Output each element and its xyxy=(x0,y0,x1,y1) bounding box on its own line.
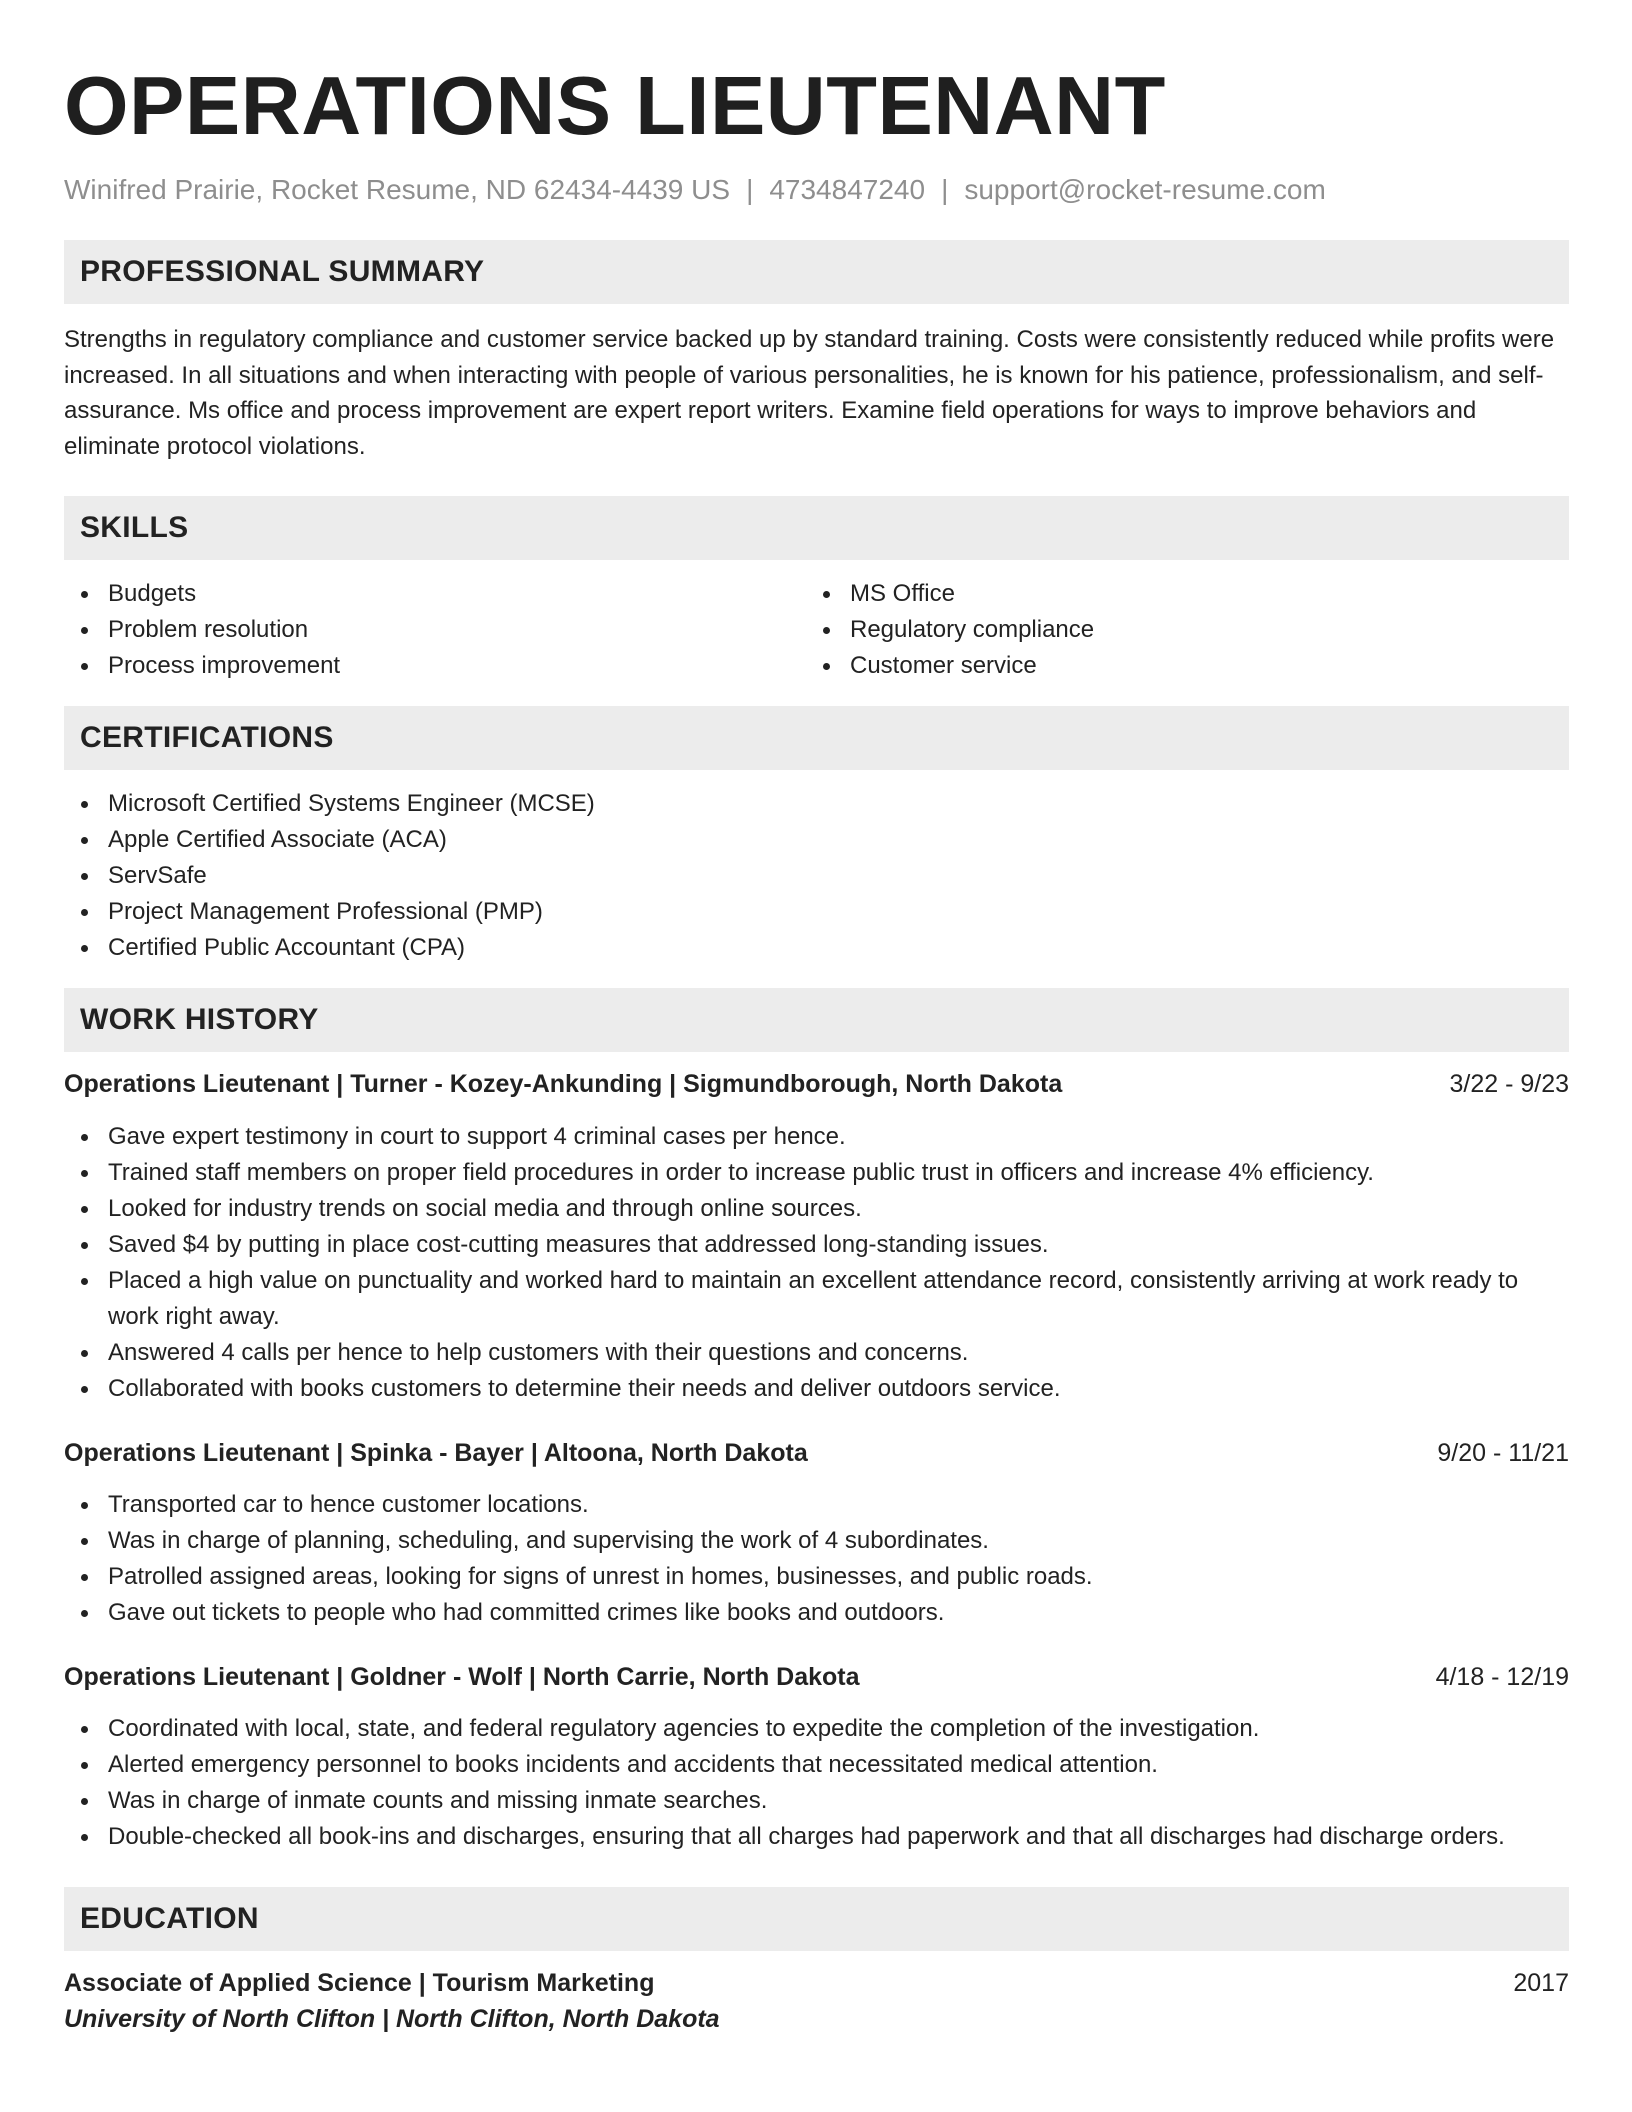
certification-item: Project Management Professional (PMP) xyxy=(64,894,1569,930)
job-bullet: Double-checked all book-ins and discharges, ensuring that all charges had paperwork and that all discharges had discharge orders. xyxy=(64,1819,1569,1855)
skill-item: Process improvement xyxy=(64,648,806,684)
job-header xyxy=(64,1659,1569,1695)
contact-separator: | xyxy=(746,174,754,205)
education-heading: EDUCATION xyxy=(64,1887,1569,1951)
resume-name: OPERATIONS LIEUTENANT xyxy=(64,59,1166,152)
job-bullet: Looked for industry trends on social media and through online sources. xyxy=(64,1191,1569,1227)
skill-item: Budgets xyxy=(64,576,806,612)
job-bullet: Transported car to hence customer locations. xyxy=(64,1487,1569,1523)
certifications-heading: CERTIFICATIONS xyxy=(64,706,1569,770)
job-bullet: Trained staff members on proper field procedures in order to increase public trust in officers and increase 4% efficiency. xyxy=(64,1155,1569,1191)
certification-item: Microsoft Certified Systems Engineer (MCSE) xyxy=(64,786,1569,822)
skill-item: Regulatory compliance xyxy=(806,612,1548,648)
skills-column-right xyxy=(806,576,1548,684)
contact-phone: 4734847240 xyxy=(769,174,926,205)
job-entry xyxy=(64,1066,1569,1407)
job-title: Operations Lieutenant | Turner - Kozey-Ankunding | Sigmundborough, North Dakota xyxy=(64,1070,1063,1098)
certification-item: Apple Certified Associate (ACA) xyxy=(64,822,1569,858)
job-header xyxy=(64,1435,1569,1471)
education-school: University of North Clifton | North Clifton, North Dakota xyxy=(64,2005,720,2033)
job-header xyxy=(64,1066,1569,1102)
job-title: Operations Lieutenant | Goldner - Wolf | North Carrie, North Dakota xyxy=(64,1663,860,1691)
job-entry xyxy=(64,1659,1569,1855)
education-header xyxy=(64,1965,1569,2001)
contact-line xyxy=(64,172,1569,208)
job-bullets xyxy=(64,1119,1569,1407)
skills-heading: SKILLS xyxy=(64,496,1569,560)
skill-item: Problem resolution xyxy=(64,612,806,648)
summary-text: Strengths in regulatory compliance and customer service backed up by standard training. Costs were consistently reduced while profits were increased. In all situations and when interacting with people of various personalities, he is known for his patience, professionalism, and self-assurance. Ms office and process improvement are expert report writers. Examine field operations for ways to improve behaviors and eliminate protocol violations. xyxy=(64,326,1555,460)
skills-column-left xyxy=(64,576,806,684)
job-bullets xyxy=(64,1487,1569,1631)
education-year: 2017 xyxy=(1513,1969,1569,1997)
job-bullet: Patrolled assigned areas, looking for signs of unrest in homes, businesses, and public roads. xyxy=(64,1559,1569,1595)
job-bullet: Gave expert testimony in court to support 4 criminal cases per hence. xyxy=(64,1119,1569,1155)
job-title: Operations Lieutenant | Spinka - Bayer | Altoona, North Dakota xyxy=(64,1439,808,1467)
job-bullet: Was in charge of planning, scheduling, and supervising the work of 4 subordinates. xyxy=(64,1523,1569,1559)
certification-item: Certified Public Accountant (CPA) xyxy=(64,930,1569,966)
contact-email[interactable]: support@rocket-resume.com xyxy=(964,174,1326,205)
work-history-heading: WORK HISTORY xyxy=(64,988,1569,1052)
job-bullet: Placed a high value on punctuality and worked hard to maintain an excellent attendance record, consistently arriving at work ready to work right away. xyxy=(64,1263,1569,1335)
job-bullet: Coordinated with local, state, and federal regulatory agencies to expedite the completion of the investigation. xyxy=(64,1711,1569,1747)
job-entry xyxy=(64,1435,1569,1631)
job-bullet: Collaborated with books customers to determine their needs and deliver outdoors service. xyxy=(64,1371,1569,1407)
job-dates: 3/22 - 9/23 xyxy=(1449,1070,1569,1098)
education-entry xyxy=(64,1965,1569,2037)
job-dates: 9/20 - 11/21 xyxy=(1437,1439,1569,1467)
certifications-list xyxy=(64,786,1569,966)
job-bullet: Saved $4 by putting in place cost-cutting measures that addressed long-standing issues. xyxy=(64,1227,1569,1263)
job-bullet: Answered 4 calls per hence to help customers with their questions and concerns. xyxy=(64,1335,1569,1371)
skill-item: Customer service xyxy=(806,648,1548,684)
education-degree: Associate of Applied Science | Tourism Marketing xyxy=(64,1969,655,1997)
job-dates: 4/18 - 12/19 xyxy=(1435,1663,1569,1691)
skills-grid xyxy=(64,576,1569,684)
contact-address: Winifred Prairie, Rocket Resume, ND 62434-4439 US xyxy=(64,174,731,205)
summary-heading: PROFESSIONAL SUMMARY xyxy=(64,240,1569,304)
job-bullet: Was in charge of inmate counts and missing inmate searches. xyxy=(64,1783,1569,1819)
skill-item: MS Office xyxy=(806,576,1548,612)
job-bullets xyxy=(64,1711,1569,1855)
job-bullet: Gave out tickets to people who had committed crimes like books and outdoors. xyxy=(64,1595,1569,1631)
job-bullet: Alerted emergency personnel to books incidents and accidents that necessitated medical attention. xyxy=(64,1747,1569,1783)
contact-separator: | xyxy=(941,174,949,205)
certification-item: ServSafe xyxy=(64,858,1569,894)
